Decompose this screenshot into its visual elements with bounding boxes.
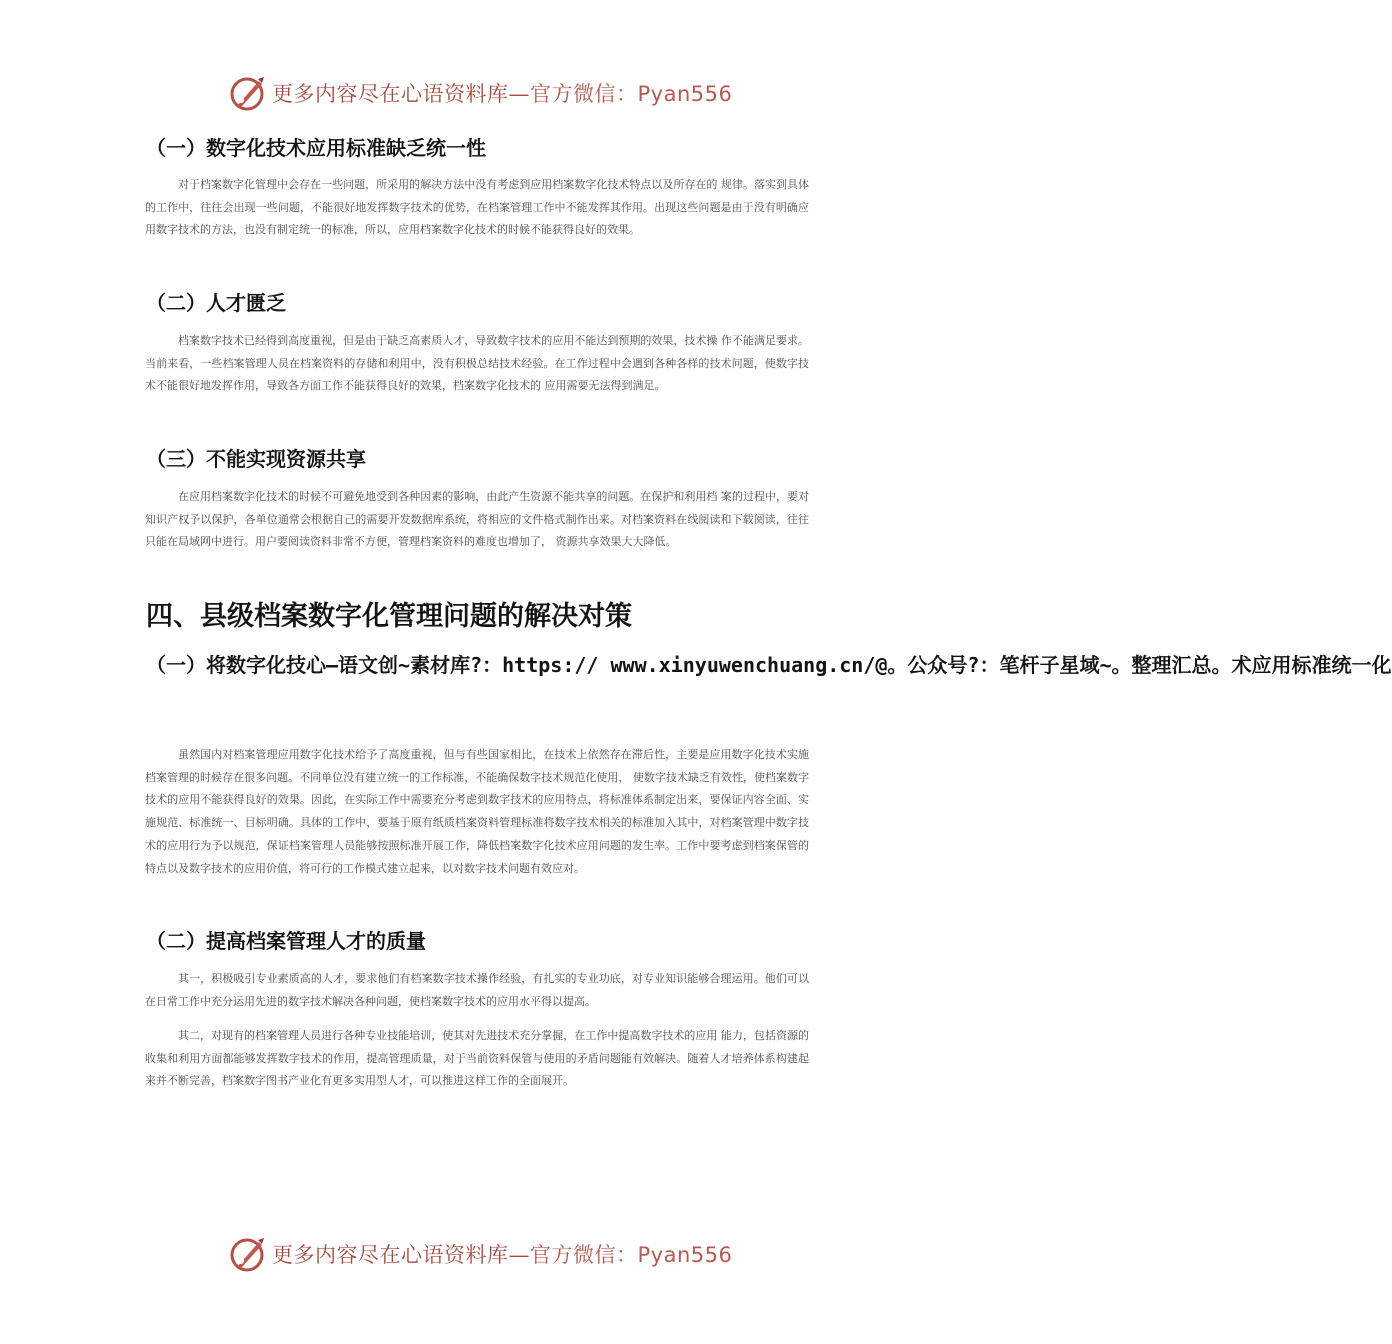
section-3-paragraph: 在应用档案数字化技术的时候不可避免地受到各种因素的影响，由此产生资源不能共享的问题。在保护和利用档 案的过程中，要对知识产权予以保护，各单位通常会根据自己的需要开发数据库系统，将相应的文件格式制作出来。对档案资料在线阅读和下载阅读，往往只能在局域网中进行。用户要阅读资料非常不方便，管理档案资料的难度也增加了， 资源共享效果大大降低。 <box>145 490 809 549</box>
part-4-section-1-heading: （一）将数字化技心—语文创~素材库?：https:// www.xinyuwenchuang.cn/@。公众号?：笔杆子星域~。整理汇总。术应用标准统一化 <box>146 653 1392 677</box>
section-3-heading: （三）不能实现资源共享 <box>146 447 366 471</box>
part-4-section-2-heading: （二）提高档案管理人才的质量 <box>146 929 426 953</box>
banner-main-text: 更多内容尽在心语资料库 <box>272 1243 509 1267</box>
banner-main-text: 更多内容尽在心语资料库 <box>272 82 509 106</box>
quill-logo-icon <box>228 73 268 113</box>
quill-logo-icon <box>228 1234 268 1274</box>
section-2-heading: （二）人才匮乏 <box>146 291 286 315</box>
banner-text <box>272 1239 732 1269</box>
section-1-paragraph: 对于档案数字化管理中会存在一些问题，所采用的解决方法中没有考虑到应用档案数字化技术特点以及所存在的 规律。落实到具体的工作中，往往会出现一些问题，不能很好地发挥数字技术的优势，在档案管理工作中不能发挥其作用。出现这些问题是由于没有明确应用数字技术的方法，也没有制定统一的标准，所以，应用档案数字化技术的时候不能获得良好的效果。 <box>145 178 809 237</box>
part-4-section-1-paragraph: 虽然国内对档案管理应用数字化技术给予了高度重视，但与有些国家相比，在技术上依然存在滞后性，主要是应用数字化技术实施档案管理的时候存在很多问题。不同单位没有建立统一的工作标准，不能确保数字技术规范化使用， 使数字技术缺乏有效性，使档案数字技术的应用不能获得良好的效果。因此，在实际工作中需要充分考虑到数字技术的应用特点，将标准体系制定出来，要保证内容全面、实施规范、标准统一、目标明确。具体的工作中，要基于原有纸质档案资料管理标准将数字技术相关的标准加入其中，对档案管理中数字技术的应用行为予以规范，保证档案管理人员能够按照标准开展工作，降低档案数字化技术应用问题的发生率。工作中要考虑到档案保管的特点以及数字技术的应用价值，将可行的工作模式建立起来，以对数字技术问题有效应对。 <box>145 748 809 875</box>
part-4-section-2-paragraph-2: 其二，对现有的档案管理人员进行各种专业技能培训，使其对先进技术充分掌握，在工作中提高数字技术的应用 能力，包括资源的收集和利用方面都能够发挥数字技术的作用，提高管理质量，对于当前资料保管与使用的矛盾问题能有效解决。随着人才培养体系构建起来并不断完善，档案数字图书产业化有更多实用型人才，可以推进这样工作的全面展开。 <box>145 1029 809 1088</box>
section-1-heading: （一）数字化技术应用标准缺乏统一性 <box>146 136 486 160</box>
header-banner <box>228 73 733 113</box>
banner-text <box>272 78 732 108</box>
section-2-paragraph: 档案数字技术已经得到高度重视，但是由于缺乏高素质人才，导致数字技术的应用不能达到预期的效果，技术操 作不能满足要求。当前来看，一些档案管理人员在档案资料的存储和利用中，没有积极总结技术经验。在工作过程中会遇到各种各样的技术问题，使数字技术不能很好地发挥作用，导致各方面工作不能获得良好的效果，档案数字化技术的 应用需要无法得到满足。 <box>145 334 809 393</box>
banner-separator: — <box>508 1243 530 1267</box>
footer-banner <box>228 1234 733 1274</box>
banner-contact: 官方微信：Pyan556 <box>530 1243 733 1267</box>
banner-contact: 官方微信：Pyan556 <box>530 82 733 106</box>
part-4-section-2-paragraph-1: 其一，积极吸引专业素质高的人才，要求他们有档案数字技术操作经验，有扎实的专业功底，对专业知识能够合理运用。他们可以在日常工作中充分运用先进的数字技术解决各种问题，使档案数字技术的应用水平得以提高。 <box>145 972 809 1008</box>
banner-separator: — <box>508 82 530 106</box>
part-4-heading: 四、县级档案数字化管理问题的解决对策 <box>146 601 632 632</box>
